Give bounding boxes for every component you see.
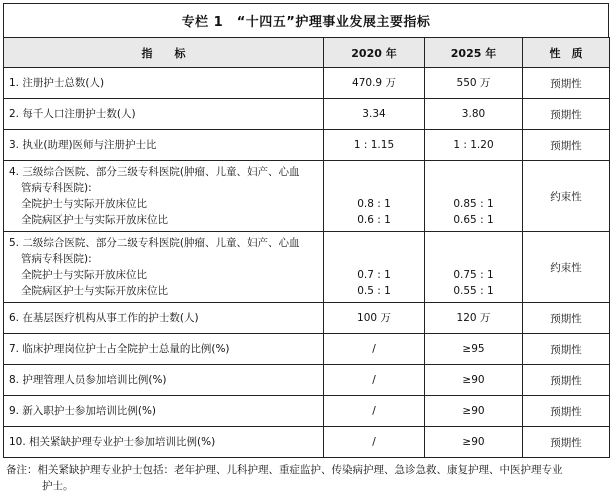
nature-cell: 预期性 [523,334,610,365]
table-row [4,68,610,99]
table-row [4,232,610,303]
indicator-cell: 7. 临床护理岗位护士占全院护士总量的比例(%) [4,334,324,365]
value-b: 0.65 : 1 [453,214,494,226]
value-2025: 3.80 [425,99,523,130]
value-a: 0.75 : 1 [453,269,494,281]
indicator-cell: 2. 每千人口注册护士数(人) [4,99,324,130]
indicator-line: 4. 三级综合医院、部分三级专科医院(肿瘤、儿童、妇产、心血 [9,166,300,178]
table-row [4,427,610,458]
header-row [4,38,610,68]
value-2025: 1 : 1.20 [425,130,523,161]
value-2025: ≥90 [425,427,523,458]
value-2025: ≥95 [425,334,523,365]
nature-cell: 预期性 [523,303,610,334]
value-2020: 100 万 [324,303,425,334]
indicator-cell: 10. 相关紧缺护理专业护士参加培训比例(%) [4,427,324,458]
table-row [4,303,610,334]
value-a: 0.8 : 1 [357,198,391,210]
nature-cell: 预期性 [523,68,610,99]
value-b: 0.5 : 1 [357,285,391,297]
nature-cell: 约束性 [523,161,610,232]
table-row [4,334,610,365]
panel-title: 专栏 1 “十四五”护理事业发展主要指标 [3,3,609,37]
indicator-line: 5. 二级综合医院、部分二级专科医院(肿瘤、儿童、妇产、心血 [9,237,300,249]
value-2020: / [324,427,425,458]
note-line: 备注：相关紧缺护理专业护士包括：老年护理、儿科护理、重症监护、传染病护理、急诊急救、康复护理、中医护理专业 [6,464,563,476]
table-row [4,99,610,130]
indicator-cell [4,232,324,303]
header-indicator: 指 标 [4,38,324,68]
indicator-line: 管病专科医院): [21,182,92,194]
nature-cell: 预期性 [523,365,610,396]
table-row [4,396,610,427]
value-b: 0.6 : 1 [357,214,391,226]
value-b: 0.55 : 1 [453,285,494,297]
nature-cell: 预期性 [523,396,610,427]
indicator-cell: 1. 注册护士总数(人) [4,68,324,99]
value-2025 [425,161,523,232]
indicator-cell [4,161,324,232]
value-2025: 120 万 [425,303,523,334]
value-2025: ≥90 [425,365,523,396]
sub-indicator: 全院病区护士与实际开放床位比 [21,285,168,297]
nature-cell: 预期性 [523,99,610,130]
table-row [4,130,610,161]
value-2020: 1 : 1.15 [324,130,425,161]
nature-cell: 预期性 [523,130,610,161]
indicator-table [3,37,610,458]
sub-indicator: 全院护士与实际开放床位比 [21,198,147,210]
indicator-cell: 3. 执业(助理)医师与注册护士比 [4,130,324,161]
sub-indicator: 全院护士与实际开放床位比 [21,269,147,281]
value-2020: 470.9 万 [324,68,425,99]
value-2025 [425,232,523,303]
nature-cell: 预期性 [523,427,610,458]
indicator-cell: 6. 在基层医疗机构从事工作的护士数(人) [4,303,324,334]
value-a: 0.7 : 1 [357,269,391,281]
value-2020: 3.34 [324,99,425,130]
table-note [6,462,606,494]
value-a: 0.85 : 1 [453,198,494,210]
indicator-panel [3,3,609,458]
header-nature: 性 质 [523,38,610,68]
indicator-cell: 8. 护理管理人员参加培训比例(%) [4,365,324,396]
value-2020: / [324,334,425,365]
value-2025: ≥90 [425,396,523,427]
value-2020 [324,232,425,303]
value-2020: / [324,365,425,396]
indicator-cell: 9. 新入职护士参加培训比例(%) [4,396,324,427]
value-2020: / [324,396,425,427]
note-line: 护士。 [42,480,74,492]
table-row [4,161,610,232]
value-2025: 550 万 [425,68,523,99]
header-2020: 2020 年 [324,38,425,68]
sub-indicator: 全院病区护士与实际开放床位比 [21,214,168,226]
header-2025: 2025 年 [425,38,523,68]
value-2020 [324,161,425,232]
nature-cell: 约束性 [523,232,610,303]
table-row [4,365,610,396]
indicator-line: 管病专科医院): [21,253,92,265]
